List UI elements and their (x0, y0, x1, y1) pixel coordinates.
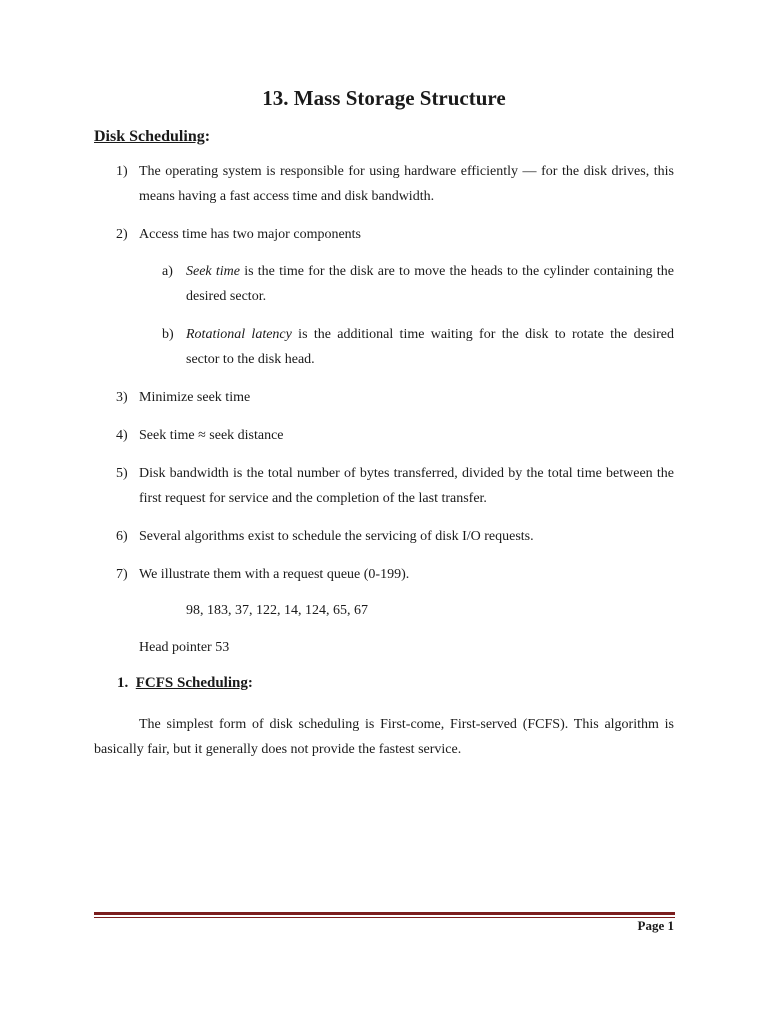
list-item-number: 1) (116, 164, 128, 179)
list-item (94, 159, 674, 209)
fcfs-heading-number: 1. (117, 675, 129, 691)
list-item (94, 423, 674, 448)
list-item-text: Minimize seek time (139, 390, 251, 405)
list-item-number: 6) (116, 529, 128, 544)
sub-list-item (94, 322, 674, 372)
section-heading-text: Disk Scheduling (94, 128, 205, 145)
sub-list-item-text (186, 259, 674, 309)
sub-list-item-definition: is the time for the disk are to move the heads to the cylinder containing the desired sector. (186, 264, 674, 304)
list-item (94, 385, 674, 410)
sub-list-item-definition: is the additional time waiting for the disk to rotate the desired sector to the disk head. (186, 327, 675, 367)
fcfs-heading (117, 675, 253, 692)
sub-list-item-text (186, 322, 674, 372)
list-item (94, 524, 674, 549)
sub-list-item-letter: a) (162, 264, 173, 279)
fcfs-paragraph: The simplest form of disk scheduling is First-come, First-served (FCFS). This algorithm is basically fair, but it generally does not provide the fastest service. (94, 717, 674, 757)
list-item-number: 2) (116, 227, 128, 242)
request-queue: 98, 183, 37, 122, 14, 124, 65, 67 (186, 603, 368, 618)
page-title: 13. Mass Storage Structure (262, 86, 506, 110)
sub-list-item (94, 259, 674, 309)
list-item-text: Access time has two major components (139, 227, 362, 242)
fcfs-heading-text: FCFS Scheduling (135, 675, 248, 691)
list-item-number: 7) (116, 567, 128, 582)
list-item-text: Disk bandwidth is the total number of bytes transferred, divided by the total time between the first request for service and the completion of the last transfer. (139, 466, 674, 506)
list-item-text: Seek time ≈ seek distance (139, 428, 284, 443)
list-item-number: 3) (116, 390, 128, 405)
section-heading-colon: : (204, 128, 211, 145)
list-item-text: The operating system is responsible for using hardware efficiently — for the disk drives, this means having a fast access time and disk bandwidth. (139, 164, 674, 204)
list-item-number: 5) (116, 466, 128, 481)
list-item (94, 461, 674, 511)
footer-rule (94, 912, 675, 915)
list-item-text: We illustrate them with a request queue (0-199). (139, 567, 410, 582)
footer-rule-thin (94, 917, 675, 918)
list-item (94, 562, 674, 587)
term-rotational-latency: Rotational latency (186, 327, 292, 342)
list-item (94, 222, 674, 247)
fcfs-heading-colon: : (247, 675, 253, 691)
page-number: Page 1 (637, 918, 674, 933)
sub-list-item-letter: b) (162, 327, 174, 342)
section-heading (94, 128, 210, 146)
term-seek-time: Seek time (186, 264, 240, 279)
head-pointer: Head pointer 53 (139, 640, 230, 655)
list-item-number: 4) (116, 428, 128, 443)
list-item-text: Several algorithms exist to schedule the servicing of disk I/O requests. (139, 529, 534, 544)
